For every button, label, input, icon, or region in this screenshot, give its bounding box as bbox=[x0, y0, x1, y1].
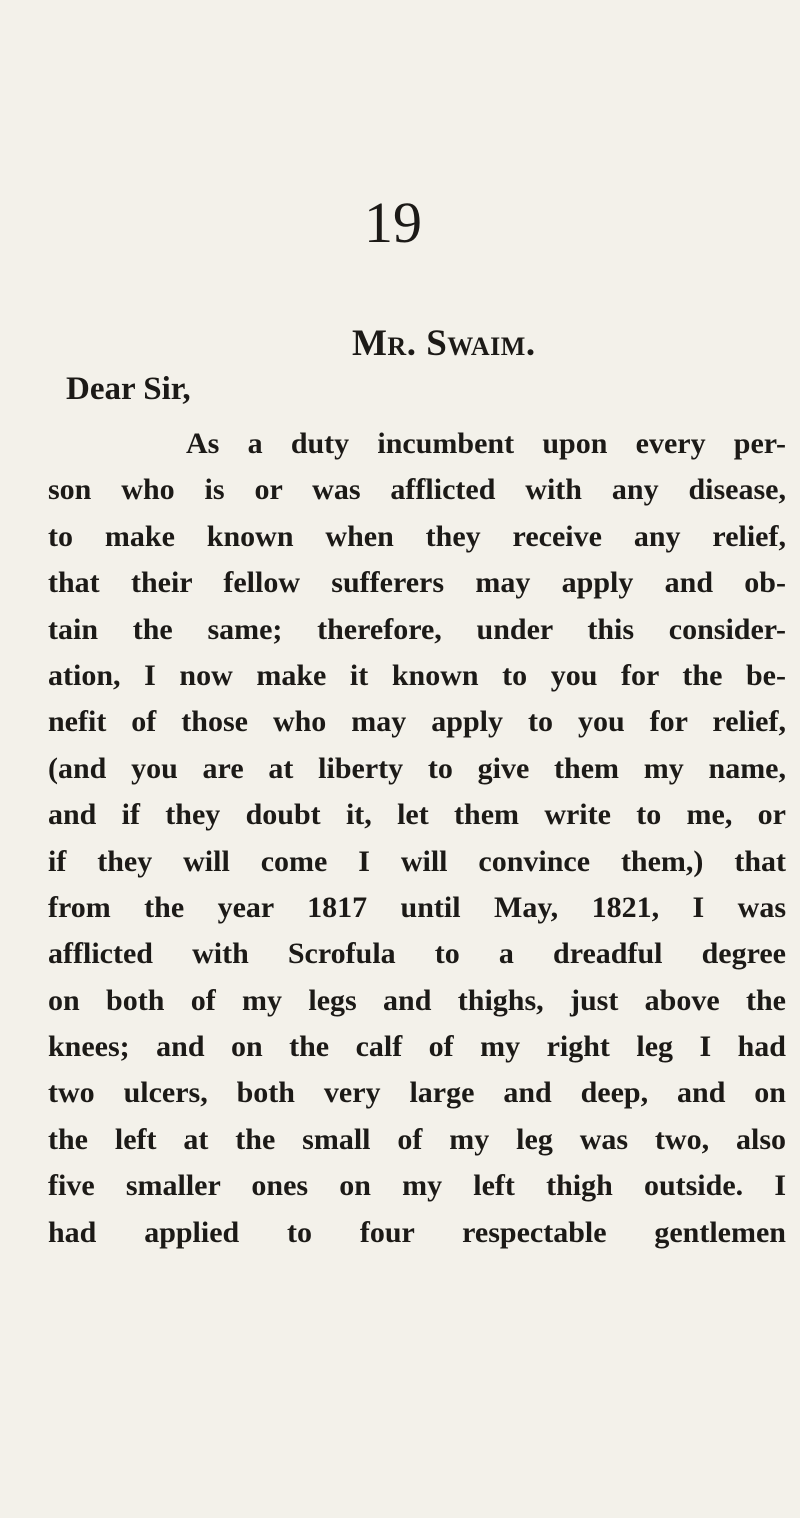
text-line: the left at the small of my leg was two, also bbox=[48, 1122, 786, 1156]
text-line: As a duty incumbent upon every per- bbox=[186, 427, 786, 460]
text-line: on both of my legs and thighs, just above the bbox=[48, 983, 786, 1017]
text-line: afflicted with Scrofula to a dreadful degree bbox=[48, 937, 786, 971]
letter-heading: Mr. Swaim. bbox=[352, 323, 536, 364]
letter-body bbox=[48, 421, 786, 1256]
salutation: Dear Sir, bbox=[66, 371, 191, 407]
text-line: ation, I now make it known to you for the be- bbox=[48, 658, 786, 692]
text-line: from the year 1817 until May, 1821, I was bbox=[48, 890, 786, 924]
text-line: (and you are at liberty to give them my name, bbox=[48, 751, 786, 785]
text-line: tain the same; therefore, under this consider- bbox=[48, 612, 786, 646]
text-line: five smaller ones on my left thigh outside. I bbox=[48, 1169, 786, 1203]
text-line: son who is or was afflicted with any disease, bbox=[48, 473, 786, 507]
text-line: and if they doubt it, let them write to me, or bbox=[48, 798, 786, 832]
text-line: to make known when they receive any relief, bbox=[48, 519, 786, 553]
page-number: 19 bbox=[364, 190, 422, 255]
text-line: if they will come I will convince them,) that bbox=[48, 844, 786, 878]
text-line: had applied to four respectable gentlemen bbox=[48, 1215, 786, 1249]
text-line: two ulcers, both very large and deep, and on bbox=[48, 1076, 786, 1110]
text-line: nefit of those who may apply to you for relief, bbox=[48, 705, 786, 739]
text-line: knees; and on the calf of my right leg I had bbox=[48, 1030, 786, 1064]
text-line: that their fellow sufferers may apply and ob- bbox=[48, 566, 786, 600]
